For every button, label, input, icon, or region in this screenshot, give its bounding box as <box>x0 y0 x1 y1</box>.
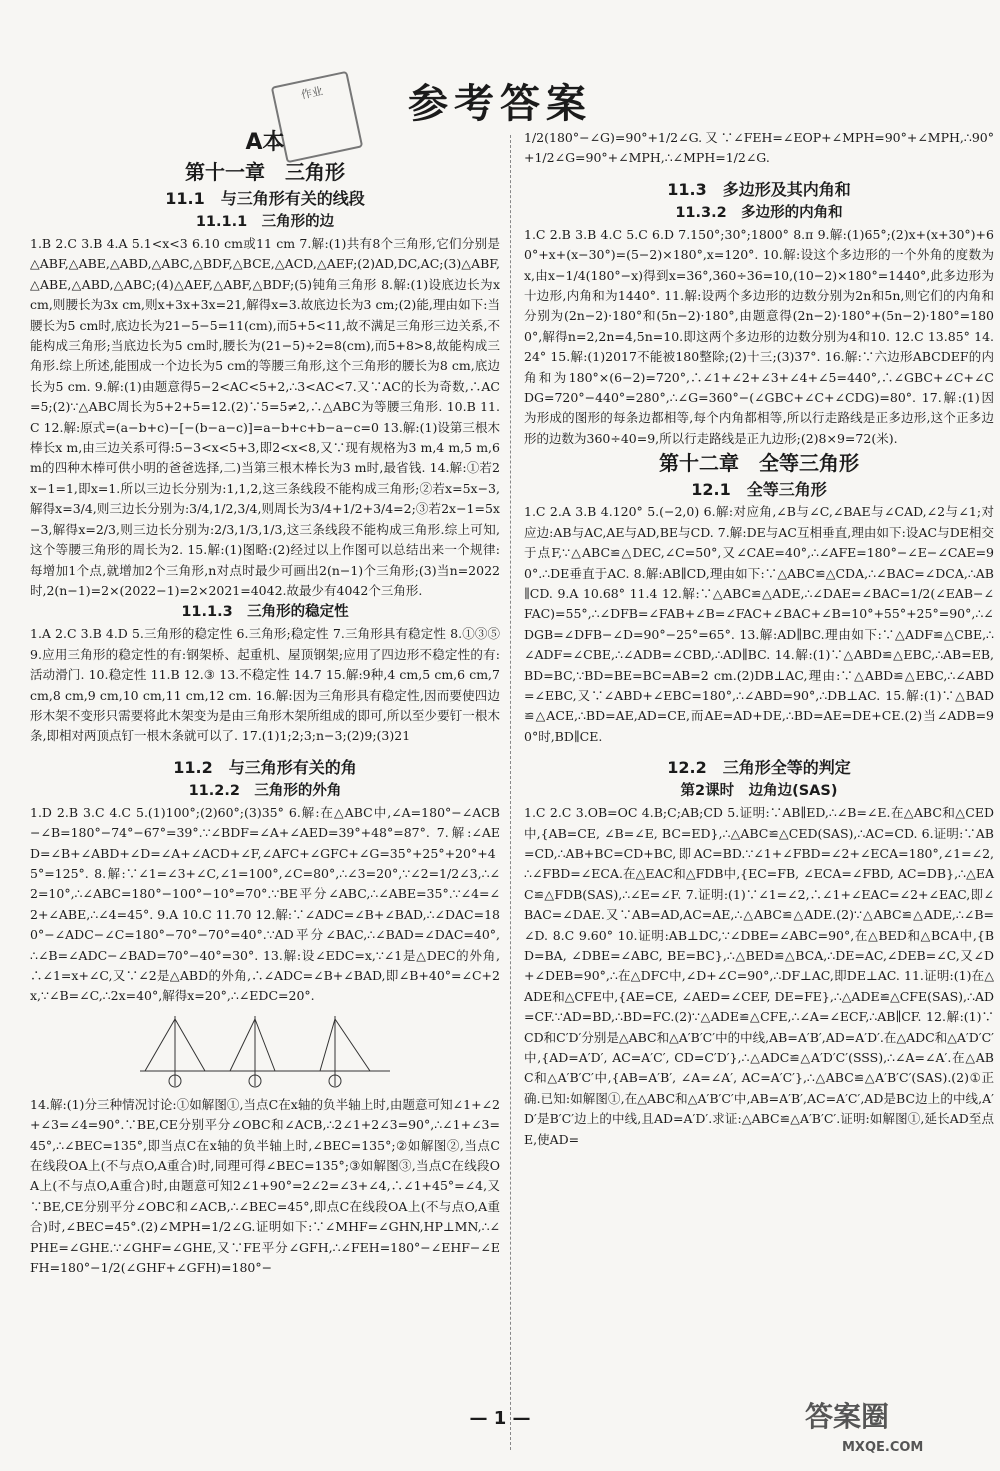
lesson-sas-heading: 第2课时 边角边(SAS) <box>680 783 838 800</box>
answers-11-2-2: 1.D 2.B 3.C 4.C 5.(1)100°;(2)60°;(3)35° 6.解:在△ABC中,∠A=180°−∠ACB−∠B=180°−74°−67°=39°.∵∠BDF=∠A+∠AED=39°+48°=87°. 7.解:∠AED=∠B+∠ABD+∠D=∠A+∠ACD+∠F,∠AFC+∠GFC+∠G=35°+25°+20°+45°=125°. 8.解:∵∠1=∠3+∠C,∠1=100°,∠C=80°,∴∠3=20°,∵∠2=1/2∠3,∴∠2=10°,∴∠ABC=180°−100°−10°=70°.∵BE平分∠ABC,∴∠ABE=35°.∵∠4=∠2+∠ABE,∴∠4=45°. 9.A 10.C 11.70 12.解:∵∠ADC=∠B+∠BAD,∴∠DAC=180°−∠ADC−∠C=180°−70°−70°=40°.∵AD平分∠BAC,∴∠BAD=∠DAC=40°,∴∠B=∠ADC−∠BAD=70°−40°=30°. 13.解:设∠EDC=x,∵∠1是△DEC的外角,∴∠1=x+∠C,又∵∠2是△ABD的外角,∴∠ADC=∠B+∠BAD,即∠B+40°=∠C+2x,∵∠B=∠C,∴2x=40°,解得x=20°,∴∠EDC=20°. <box>30 804 500 1004</box>
watermark-url: MXQE.COM <box>842 1440 924 1455</box>
part-heading: A本 <box>245 130 285 155</box>
section-12-1-heading: 12.1 全等三角形 <box>691 480 827 500</box>
answers-11-1-1: 1.B 2.C 3.B 4.A 5.1<x<3 6.10 cm或11 cm 7.解:(1)共有8个三角形,它们分别是△ABF,△ABE,△ABD,△ABC,△BDF,△BCE,△ACD,△AEF;(2)AD,DC,AC;(3)△ABF,△ABE,△ABD,△ABC;(4)△AEF,△ABF,△BDF;(5)钝角三角形 8.解:(1)设底边长为x cm,则腰长为3x cm,则x+3x+3x=21,解得x=3.故底边长为3 cm;(2)能,理由如下:当腰长为5 cm时,底边长为21−5−5=11(cm),而5+5<11,故不满足三角形三边关系,不能构成三角形;当底边长为5 cm时,腰长为(21−5)÷2=8(cm),而5+8>8,故能构成三角形.综上所述,能围成一个边长为5 cm的等腰三角形,这个三角形的腰长为8 cm,底边长为5 cm. 9.解:(1)由题意得5−2<AC<5+2,∴3<AC<7.又∵AC的长为奇数,∴AC=5;(2)∵△ABC周长为5+2+5=12.(2)∵5=5≠2,∴△ABC为等腰三角形. 10.B 11.C 12.解:原式=(a−b+c)−[−(b−a−c)]=a−b+c+b−a−c=0 13.解:(1)设第三根木棒长x m,由三边关系可得:5−3<x<5+3,即2<x<8,又∵现有规格为3 m,4 m,5 m,6 m的四种木棒可供小明的爸爸选择,二)当第三根木棒长为3 m时,最省钱. 14.解:①若2x−1=1,即x=1.所以三边长分别为:1,1,2,这三条线段不能构成三角形;②若x=5x−3,解得x=3/4,则三边长分别为:3/4,1/2,3/4,则周长为3/4+1/2+3/4=2;③若2x−1=5x−3,解得x=2/3,则三边长分别为:2/3,1/3,1/3,这三条线段不能构成三角形.综上可知,这个等腰三角形的周长为2. 15.解:(1)图略:(2)经过以上作图可以总结出来一个规律:每增加1个点,就增加2个三角形,n对点时最少可画出2(n−1)个三角形;(3)当n=2022时,2(n−1)=2×(2022−1)=2×2021=4042.故最少有4042个三角形. <box>30 236 500 598</box>
answers-11-3-2: 1.C 2.B 3.B 4.C 5.C 6.D 7.150°;30°;1800° 8.π 9.解:(1)65°;(2)x+(x+30°)+60°+x+(x−30°)=(5−2)×180°,x=120°. 10.解:设这个多边形的一个外角的度数为x,由x−1/4(180°−x)得到x=36°,360÷36=10,(10−2)×180°=1440°,此多边形为十边形,内角和为1440°. 11.解:设两个多边形的边数分别为2n和5n,则它们的内角和分别为(2n−2)·180°和(5n−2)·180°,由题意得(2n−2)·180°+(5n−2)·180°=1800°,解得n=2,2n=4,5n=10.即这两个多边形的边数分别为4和10. 12.C 13.85° 14.24° 15.解:(1)2017不能被180整除;(2)十三;(3)37°. 16.解:∵六边形ABCDEF的内角和为180°×(6−2)=720°,∴∠1+∠2+∠3+∠4+∠5=440°,∴∠GBC+∠C+∠CDG=720°−440°=280°,∴∠G=360°−(∠GBC+∠C+∠CDG)=80°. 17.解:(1)因为形成的图形的每条边都相等,每个内角都相等,所以行走路线是正多边形,这个正多边形的边数为360÷40=9,所以行走路线是正九边形;(2)8×9=72(米). <box>524 226 994 446</box>
subsection-11-2-2-heading: 11.2.2 三角形的外角 <box>188 782 342 799</box>
answers-12-2: 1.C 2.C 3.OB=OC 4.B;C;AB;CD 5.证明:∵AB∥ED,∴∠B=∠E.在△ABC和△CED中,{AB=CE, ∠B=∠E, BC=ED},∴△ABC≌△CED(SAS),∴AC=CD. 6.证明:∵AB=CD,∴AB+BC=CD+BC,即AC=BD.∵∠1+∠FBD=∠2+∠ECA=180°,∠1=∠2,∴∠FBD=∠ECA.在△EAC和△FDB中,{EC=FB, ∠ECA=∠FBD, AC=DB},∴△EAC≌△FDB(SAS),∴∠E=∠F. 7.证明:(1)∵∠1=∠2,∴∠1+∠EAC=∠2+∠EAC,即∠BAC=∠DAE.又∵AB=AD,AC=AE,∴△ABC≌△ADE.(2)∵△ABC≌△ADE,∴∠B=∠D. 8.C 9.60° 10.证明:AB⊥DC,∵∠DBE=∠ABC=90°,在△BED和△BCA中,{BD=BA, ∠DBE=∠ABC, BE=BC},∴△BED≌△BCA,∴DE=AC,∠DEB=∠C,又∠D+∠DEB=90°,∴在△DFC中,∠D+∠C=90°,∴DF⊥AC,即DE⊥AC. 11.证明:(1)在△ADE和△CFE中,{AE=CE, ∠AED=∠CEF, DE=FE},∴△ADE≌△CFE(SAS),∴AD=CF.∵AD=BD,∴BD=FC.(2)∵△ADE≌△CFE,∴∠A=∠ECF,∴AB∥CF. 12.解:(1)∵CD和C′D′分别是△ABC和△A′B′C′中的中线,AB=A′B′,AD=A′D′.在△ADC和△A′D′C′中,{AD=A′D′, AC=A′C′, CD=C′D′},∴△ADC≌△A′D′C′(SSS),∴∠A=∠A′.在△ABC和△A′B′C′中,{AB=A′B′, ∠A=∠A′, AC=A′C′},∴△ABC≌△A′B′C′(SAS).(2)①正确.已知:如解图①,在△ABC和△A′B′C′中,AB=A′B′,AC=A′C′,AD是BC边上的中线,A′D′是B′C′边上的中线,且AD=A′D′.求证:△ABC≌△A′B′C′.证明:如解图①,延长AD至点E,使AD= <box>524 805 994 1147</box>
answers-continued: 1/2(180°−∠G)=90°+1/2∠G.又∵∠FEH=∠EOP+∠MPH=90°+∠MPH,∴90°+1/2∠G=90°+∠MPH,∴∠MPH=1/2∠G. <box>524 130 994 166</box>
page-title: 参考答案 <box>408 81 592 127</box>
subsection-11-3-2-heading: 11.3.2 多边形的内角和 <box>675 204 843 221</box>
section-11-1-heading: 11.1 与三角形有关的线段 <box>165 189 365 208</box>
page-number: — 1 — <box>469 1408 531 1429</box>
right-column <box>524 128 994 1150</box>
subsection-11-1-3-heading: 11.1.3 三角形的稳定性 <box>181 604 349 621</box>
left-column <box>30 128 500 1278</box>
subsection-11-1-1-heading: 11.1.1 三角形的边 <box>195 214 335 230</box>
section-11-3-heading: 11.3 多边形及其内角和 <box>667 179 851 199</box>
section-11-2-heading: 11.2 与三角形有关的角 <box>173 757 357 777</box>
solution-figure <box>135 1011 395 1091</box>
answers-11-2-2-q14: 14.解:(1)分三种情况讨论:①如解图①,当点C在x轴的负半轴上时,由题意可知∠1+∠2+∠3=∠4=90°.∵BE,CE分别平分∠OBC和∠ACB,∴2∠1+2∠3=90°,∴∠1+∠3=45°,∴∠BEC=135°,即当点C在x轴的负半轴上时,∠BEC=135°;②如解图②,当点C在线段OA上(不与点O,A重合)时,同理可得∠BEC=135°;③如解图③,当点C在线段OA上(不与点O,A重合)时,由题意可知2∠1+90°=2∠2=∠3+∠4,∴∠1+45°=∠4,又∵BE,CE分别平分∠OBC和∠ACB,∴∠BEC=45°,即点C在线段OA上(不与点O,A重合)时,∠BEC=45°.(2)∠MPH=1/2∠G.证明如下:∵∠MHF=∠GHN,HP⊥MN,∴∠PHE=∠GHE.∵∠GHF=∠GHE,又∵FE平分∠GFH,∴∠FEH=180°−∠EHF−∠EFH=180°−1/2(∠GHF+∠GFH)=180°− <box>30 1096 500 1276</box>
column-divider <box>510 135 512 1450</box>
section-12-2-heading: 12.2 三角形全等的判定 <box>667 758 851 778</box>
watermark-logo: 答案圈 <box>805 1400 890 1433</box>
chapter-12-heading: 第十二章 全等三角形 <box>659 451 859 476</box>
answers-11-1-3: 1.A 2.C 3.B 4.D 5.三角形的稳定性 6.三角形;稳定性 7.三角形具有稳定性 8.①③⑤ 9.应用三角形的稳定性的有:钢架桥、起重机、屋顶钢架;应用了四边形不稳定性的有:活动滑门. 10.稳定性 11.B 12.③ 13.不稳定性 14.7 15.解:9种,4 cm,5 cm,6 cm,7 cm,8 cm,9 cm,10 cm,11 cm,12 cm. 16.解:因为三角形具有稳定性,因而要使四边形木架不变形只需要将此木架变为是由三角形木架所组成的即可,所以至少要钉一根木条,即相对两顶点钉一根木条就可以了. 17.(1)1;2;3;n−3;(2)9;(3)21 <box>30 626 500 744</box>
stamp-text: 作业 <box>299 84 325 102</box>
chapter-11-heading: 第十一章 三角形 <box>185 160 345 184</box>
answers-12-1: 1.C 2.A 3.B 4.120° 5.(−2,0) 6.解:对应角,∠B与∠C,∠BAE与∠CAD,∠2与∠1;对应边:AB与AC,AE与AD,BE与CD. 7.解:DE与AC互相垂直,理由如下:设AC与DE相交于点F,∵△ABC≌△DEC,∠C=50°,又∠CAE=40°,∴∠AFE=180°−∠E−∠CAE=90°.∴DE垂直于AC. 8.解:AB∥CD,理由如下:∵△ABC≌△CDA,∴∠BAC=∠DCA,∴AB∥CD. 9.A 10.68° 11.4 12.解:∵△ABC≌△ADE,∴∠DAE=∠BAC=1/2(∠EAB−∠FAC)=55°,∴∠DFB=∠FAB+∠B=∠FAC+∠BAC+∠B=10°+55°+25°=90°,∴∠DGB=∠DFB−∠D=90°−25°=65°. 13.解:AD∥BC.理由如下:∵△ADF≌△CBE,∴∠ADF=∠CBE,∴∠ADB=∠CBD,∴AD∥BC. 14.解:(1)∵△ABD≌△EBC,∴AB=EB,BD=BC,∵BD=BE=BC=AB=2 cm.(2)DB⊥AC,理由:∵△ABD≌△EBC,∴∠ABD=∠EBC,又∵∠ABD+∠EBC=180°,∴∠ABD=90°,∴DB⊥AC. 15.解:(1)∵△BAD≌△ACE,∴BD=AE,AD=CE,而AE=AD+DE,∴BD=AE=DE+CE.(2)当∠ADB=90°时,BD∥CE. <box>524 504 994 744</box>
